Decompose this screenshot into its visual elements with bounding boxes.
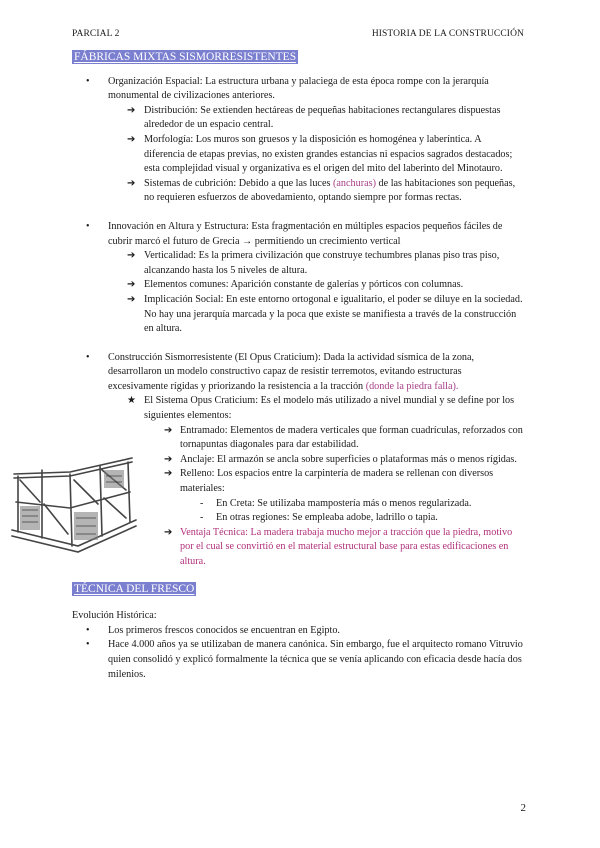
arrow-icon: ➔ bbox=[127, 104, 136, 116]
arrow-icon: ➔ bbox=[164, 468, 173, 480]
star-icon: ★ bbox=[127, 395, 136, 407]
arrow-icon: ➔ bbox=[127, 133, 136, 145]
bullet-item bbox=[72, 75, 524, 104]
arrow-icon: ➔ bbox=[127, 279, 136, 291]
bullet-item bbox=[72, 638, 524, 682]
section-heading: TÉCNICA DEL FRESCO bbox=[74, 582, 195, 595]
header-left: PARCIAL 2 bbox=[72, 29, 120, 39]
bullet-icon: • bbox=[86, 624, 90, 636]
arrow-item bbox=[72, 249, 524, 278]
arrow-text: Morfología: Los muros son gruesos y la disposición es homogénea y laberíntica. A diferencia de etapas previas, no existen grandes estancias ni espacios sagrados destacados; esta complejidad visual y organizativa es el origen del mito del laberinto del Minotauro. bbox=[144, 133, 513, 175]
arrow-item bbox=[72, 293, 524, 337]
bullet-text-pre: Construcción Sismorresistente (El Opus Craticium): Dada la actividad sísmica de la zona, desarrollaron un modelo constructivo capaz de resistir terremotos, evitando estructuras excesivamente rígidas y priorizando la resistencia a la tracción bbox=[108, 351, 475, 392]
bullet-icon: • bbox=[86, 351, 90, 363]
arrow-text: Verticalidad: Es la primera civilización que construye techumbres planas piso tras piso, alcanzando hasta los 5 niveles de altura. bbox=[144, 250, 500, 276]
dash-text: En Creta: Se utilizaba mampostería más o menos regularizada. bbox=[216, 497, 472, 509]
arrow-item bbox=[72, 278, 524, 293]
arrow-text: Entramado: Elementos de madera verticales que forman cuadrículas, reforzados con tornapuntas diagonales para dar estabilidad. bbox=[180, 424, 523, 451]
arrow-item bbox=[72, 104, 524, 133]
arrow-icon: ➔ bbox=[164, 424, 173, 436]
arrow-text: Distribución: Se extienden hectáreas de pequeñas habitaciones rectangulares dispuestas alrededor de un espacio central. bbox=[144, 104, 501, 131]
page-number: 2 bbox=[520, 802, 526, 814]
arrow-icon: ➔ bbox=[164, 526, 173, 538]
bullet-icon: • bbox=[86, 220, 90, 232]
arrow-icon: ➔ bbox=[164, 453, 173, 465]
bullet-item bbox=[72, 351, 524, 395]
dash-icon: - bbox=[200, 497, 204, 509]
arrow-icon: ➔ bbox=[127, 250, 136, 262]
page-content bbox=[72, 50, 524, 682]
arrow-item bbox=[72, 133, 524, 177]
bullet-text: Los primeros frescos conocidos se encuentran en Egipto. bbox=[108, 624, 340, 636]
highlight-text: (donde la piedra falla). bbox=[365, 380, 459, 392]
bullet-text: Organización Espacial: La estructura urbana y palaciega de esta época rompe con la jerarquía monumental de civilizaciones anteriores. bbox=[108, 75, 489, 102]
dash-text: En otras regiones: Se empleaba adobe, ladrillo o tapia. bbox=[216, 512, 438, 524]
bullet-item bbox=[72, 220, 524, 249]
opus-craticium-illustration bbox=[8, 440, 140, 558]
arrow-item bbox=[72, 177, 524, 206]
highlight-text: (anchuras) bbox=[333, 177, 376, 189]
star-item bbox=[72, 394, 524, 423]
dash-icon: - bbox=[200, 512, 204, 524]
bullet-text: Innovación en Altura y Estructura: Esta fragmentación en múltiples espacios pequeños fáciles de cubrir marcó el futuro de Grecia → permitiendo un crecimiento vertical bbox=[108, 220, 503, 247]
arrow-text: Implicación Social: En este entorno ortogonal e igualitario, el poder se diluye en la sociedad. No hay una jerarquía marcada y la poca que existe se manifiesta a través de la construcción en altura. bbox=[144, 293, 523, 335]
section-title-fresco bbox=[72, 582, 524, 598]
bullet-item bbox=[72, 624, 524, 639]
arrow-text-pre: Sistemas de cubrición: Debido a que las luces bbox=[144, 177, 333, 189]
header-right: HISTORIA DE LA CONSTRUCCIÓN bbox=[371, 29, 524, 39]
star-text: El Sistema Opus Craticium: Es el modelo más utilizado a nivel mundial y se define por los siguientes elementos: bbox=[144, 395, 515, 422]
ventaja-text: Ventaja Técnica: La madera trabaja mucho mejor a tracción que la piedra, motivo por el cual se convirtió en el material estructural base para estas edificaciones en altura. bbox=[180, 526, 513, 567]
arrow-text: Anclaje: El armazón se ancla sobre superficies o plataformas más o menos rígidas. bbox=[180, 453, 517, 465]
bullet-icon: • bbox=[86, 75, 90, 87]
bullet-text: Hace 4.000 años ya se utilizaban de manera canónica. Sin embargo, fue el arquitecto romano Vitruvio quien consolidó y explicó formalmente la técnica que se venía aplicando con eficacia desde hacía dos milenios. bbox=[108, 639, 523, 680]
subsection-title: Evolución Histórica: bbox=[72, 610, 157, 622]
arrow-text: Elementos comunes: Aparición constante de galerías y pórticos con columnas. bbox=[144, 279, 464, 291]
arrow-icon: ➔ bbox=[127, 177, 136, 189]
bullet-icon: • bbox=[86, 639, 90, 651]
arrow-text-post: de las habitaciones son pequeñas, no requieren esfuerzos de abovedamiento, optando siempre por formas rectas. bbox=[144, 177, 516, 204]
arrow-icon: ➔ bbox=[127, 293, 136, 305]
section-heading: FÁBRICAS MIXTAS SISMORRESISTENTES bbox=[74, 51, 297, 63]
arrow-text: Relleno: Los espacios entre la carpintería de madera se rellenan con diversos materiales: bbox=[180, 468, 494, 495]
section-title-fabricas bbox=[72, 50, 524, 66]
